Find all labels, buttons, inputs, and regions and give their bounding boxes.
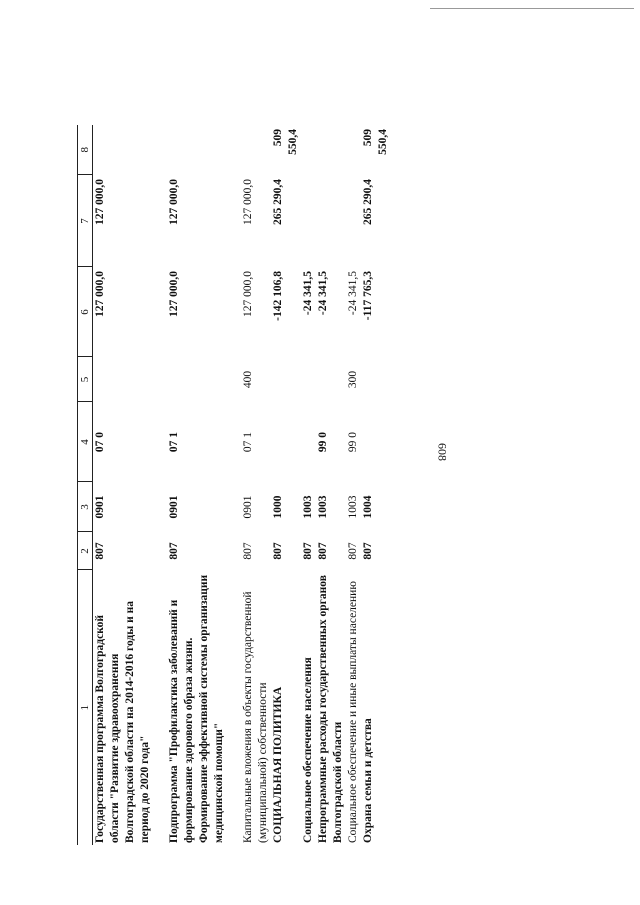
table-row <box>153 125 227 845</box>
table-row <box>346 125 361 845</box>
row-target-code: 99 0 <box>317 431 329 453</box>
row-name: Охрана семьи и детства <box>362 718 374 843</box>
column-header: 7 <box>78 175 93 267</box>
row-name: СОЦИАЛЬНАЯ ПОЛИТИКА <box>272 686 284 843</box>
row-amount-col6: 127 000,0 <box>168 271 180 317</box>
row-amount-col8 <box>227 125 271 175</box>
row-amount-col7 <box>301 175 316 267</box>
row-target-code: 07 1 <box>242 431 254 453</box>
row-section-code: 1003 <box>347 495 359 519</box>
row-section-code: 0901 <box>242 495 254 519</box>
table-row <box>316 125 346 845</box>
row-name: Капитальные вложения в объекты государственной (муниципальной) собственности <box>242 591 269 843</box>
row-expense-type: 300 <box>347 370 359 389</box>
row-amount-col6: -24 341,5 <box>317 271 329 316</box>
row-name: Государственная программа Волгоградской области "Развитие здравоохранения Волгоградской области на 2014-2016 годы и на период до 2020 года" <box>94 601 151 843</box>
table-row <box>227 125 271 845</box>
row-expense-type <box>153 357 227 402</box>
budget-table <box>77 125 391 845</box>
row-amount-col8: 509 550,4 <box>272 129 299 155</box>
row-section-code: 0901 <box>94 495 106 519</box>
row-name: Социальное обеспечение населения <box>302 657 314 843</box>
row-ministry-code: 807 <box>94 542 106 560</box>
row-target-code <box>361 402 391 482</box>
row-ministry-code: 807 <box>168 542 180 560</box>
row-amount-col7 <box>316 175 346 267</box>
table-row <box>271 125 301 845</box>
row-amount-col7: 265 290,4 <box>272 179 284 225</box>
row-ministry-code: 807 <box>317 542 329 560</box>
budget-table-rotated <box>77 125 512 845</box>
page-number: 608 <box>435 443 450 461</box>
row-target-code <box>271 402 301 482</box>
row-amount-col8 <box>93 125 154 175</box>
row-amount-col7 <box>346 175 361 267</box>
row-name: Подпрограмма "Профилактика заболеваний и формирование здорового образа жизни. Формирование эффективной системы организации медицинской помощи" <box>168 574 225 843</box>
row-ministry-code: 807 <box>347 542 359 560</box>
row-amount-col7: 127 000,0 <box>242 179 254 225</box>
row-expense-type <box>93 357 154 402</box>
column-header: 6 <box>78 267 93 357</box>
row-expense-type: 400 <box>242 370 254 389</box>
column-header: 1 <box>78 570 93 845</box>
row-amount-col6: -117 765,3 <box>362 271 374 321</box>
row-amount-col8 <box>316 125 346 175</box>
row-amount-col6: -24 341,5 <box>347 271 359 316</box>
row-amount-col8 <box>153 125 227 175</box>
column-header: 8 <box>78 125 93 175</box>
row-amount-col6: 127 000,0 <box>94 271 106 317</box>
row-section-code: 1000 <box>272 495 284 519</box>
table-row <box>93 125 154 845</box>
row-amount-col7: 265 290,4 <box>362 179 374 225</box>
column-header: 4 <box>78 402 93 482</box>
row-section-code: 1003 <box>317 495 329 519</box>
row-name: Социальное обеспечение и иные выплаты населению <box>347 581 359 843</box>
row-expense-type <box>301 357 316 402</box>
row-target-code: 07 1 <box>168 431 180 453</box>
row-amount-col8 <box>301 125 316 175</box>
row-name: Непрограммные расходы государственных органов Волгоградской области <box>317 575 344 843</box>
row-expense-type <box>271 357 301 402</box>
row-amount-col8: 509 550,4 <box>362 129 389 155</box>
row-section-code: 1004 <box>362 495 374 519</box>
column-number-row <box>78 125 93 845</box>
row-expense-type <box>316 357 346 402</box>
row-ministry-code: 807 <box>362 542 374 560</box>
top-edge-rule <box>430 8 634 9</box>
row-amount-col6: -142 106,8 <box>272 271 284 321</box>
row-ministry-code: 807 <box>302 542 314 560</box>
row-target-code: 07 0 <box>94 431 106 453</box>
row-section-code: 0901 <box>168 495 180 519</box>
row-amount-col7: 127 000,0 <box>94 179 106 225</box>
row-ministry-code: 807 <box>242 542 254 560</box>
table-row <box>301 125 316 845</box>
table-row <box>361 125 391 845</box>
row-amount-col6: 127 000,0 <box>242 271 254 317</box>
column-header: 2 <box>78 532 93 570</box>
row-amount-col8 <box>346 125 361 175</box>
row-ministry-code: 807 <box>272 542 284 560</box>
column-header: 5 <box>78 357 93 402</box>
row-target-code <box>301 402 316 482</box>
column-header: 3 <box>78 482 93 532</box>
row-target-code: 99 0 <box>347 431 359 453</box>
row-expense-type <box>361 357 391 402</box>
row-amount-col7: 127 000,0 <box>168 179 180 225</box>
row-section-code: 1003 <box>302 495 314 519</box>
row-amount-col6: -24 341,5 <box>302 271 314 316</box>
